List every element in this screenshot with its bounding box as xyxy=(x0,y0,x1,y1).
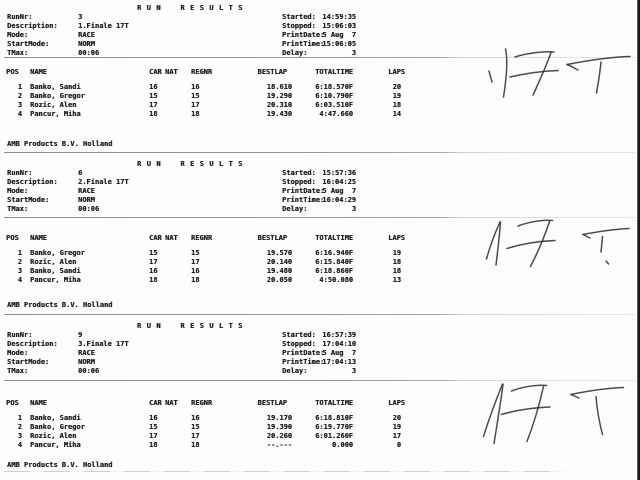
info-value: 16:04:29 xyxy=(322,196,356,204)
cell-pos: 3 xyxy=(17,267,22,275)
info-value: 17:04:13 xyxy=(322,358,356,366)
cell-bestlap: 20.310 xyxy=(266,101,292,109)
info-label: Description: xyxy=(7,340,58,348)
column-header-bestlap: BESTLAP xyxy=(257,399,287,407)
brand-footer: AMB Products B.V. Holland xyxy=(7,301,113,309)
info-label: StartMode: xyxy=(7,358,50,366)
info-line xyxy=(282,367,356,376)
run-results-section xyxy=(0,320,640,478)
cell-nat xyxy=(165,258,191,267)
column-header-pos: POS xyxy=(6,68,19,76)
column-header-name: NAME xyxy=(30,234,47,242)
info-label: RunNr: xyxy=(7,169,33,177)
cell-regnr: 16 xyxy=(191,414,200,422)
info-value: 00:06 xyxy=(78,49,100,57)
cell-totaltime: 6:15.840F xyxy=(315,258,353,266)
cell-totaltime: 6:03.510F xyxy=(315,101,353,109)
column-header-nat: NAT xyxy=(165,399,178,407)
cell-bestlap: 20.050 xyxy=(266,276,292,284)
column-header-pos: POS xyxy=(6,234,19,242)
cell-bestlap: --.--- xyxy=(266,441,292,449)
cell-nat xyxy=(165,276,191,285)
cell-name: Banko, Gregor xyxy=(30,423,85,431)
result-row xyxy=(6,432,405,441)
results-table xyxy=(6,68,405,119)
results-table xyxy=(6,399,405,450)
cell-laps: 19 xyxy=(392,92,401,100)
cell-regnr: 18 xyxy=(191,110,200,118)
result-row xyxy=(6,110,405,119)
cell-pos: 2 xyxy=(17,92,22,100)
cell-bestlap: 19.430 xyxy=(266,110,292,118)
run-results-section xyxy=(0,2,640,160)
cell-bestlap: 20.260 xyxy=(266,432,292,440)
cell-name: Pancur, Miha xyxy=(30,441,81,449)
info-value: 15:57:36 xyxy=(322,169,356,177)
cell-name: Banko, Gregor xyxy=(30,92,85,100)
info-line xyxy=(282,22,356,31)
cell-bestlap: 19.570 xyxy=(266,249,292,257)
cell-totaltime: 6:16.940F xyxy=(315,249,353,257)
info-line xyxy=(282,13,356,22)
cell-nat xyxy=(165,441,191,450)
cell-laps: 18 xyxy=(392,101,401,109)
result-row xyxy=(6,243,405,258)
cell-car: 16 xyxy=(149,414,158,422)
info-value: 16:57:39 xyxy=(322,331,356,339)
info-value: 9 xyxy=(78,331,83,339)
cell-car: 15 xyxy=(149,423,158,431)
info-value: 3.Finale 17T xyxy=(78,340,129,348)
info-label: TMax: xyxy=(7,367,29,375)
cell-regnr: 16 xyxy=(191,267,200,275)
cell-totaltime: 6:18.810F xyxy=(315,414,353,422)
cell-nat xyxy=(165,423,191,432)
cell-bestlap: 18.610 xyxy=(266,83,292,91)
cell-totaltime: 6:01.260F xyxy=(315,432,353,440)
cell-laps: 19 xyxy=(392,423,401,431)
info-line xyxy=(7,367,129,376)
column-header-pos: POS xyxy=(6,399,19,407)
cell-laps: 14 xyxy=(392,110,401,118)
column-header-laps: LAPS xyxy=(388,399,405,407)
info-label: PrintTime: xyxy=(282,358,325,366)
print-info-block xyxy=(282,13,356,58)
cell-nat xyxy=(165,243,191,258)
column-header-totaltime: TOTALTIME xyxy=(315,68,353,76)
info-value: 5 Aug 7 xyxy=(322,349,356,357)
info-label: StartMode: xyxy=(7,196,50,204)
cell-regnr: 17 xyxy=(191,101,200,109)
info-value: 3 xyxy=(78,13,83,21)
cell-pos: 4 xyxy=(17,276,22,284)
section-divider xyxy=(4,380,636,381)
info-label: PrintDate: xyxy=(282,31,325,39)
column-header-bestlap: BESTLAP xyxy=(257,68,287,76)
cell-pos: 3 xyxy=(17,432,22,440)
info-line xyxy=(7,205,129,214)
info-value: 16:04:25 xyxy=(322,178,356,186)
info-label: Description: xyxy=(7,178,58,186)
run-info-block xyxy=(7,13,129,58)
column-header-regnr: REGNR xyxy=(191,68,213,76)
info-line xyxy=(7,187,129,196)
cell-totaltime: 6:10.790F xyxy=(315,92,353,100)
cell-pos: 2 xyxy=(17,423,22,431)
results-table-body xyxy=(6,243,405,285)
info-label: Stopped: xyxy=(282,340,316,348)
cell-nat xyxy=(165,267,191,276)
column-header-regnr: REGNR xyxy=(191,399,213,407)
cell-laps: 20 xyxy=(392,83,401,91)
column-header-totaltime: TOTALTIME xyxy=(315,399,353,407)
result-row xyxy=(6,423,405,432)
info-label: Delay: xyxy=(282,205,308,213)
column-header-car: CAR xyxy=(149,234,162,242)
cell-car: 18 xyxy=(149,276,158,284)
info-line xyxy=(7,349,129,358)
info-value: 15:06:03 xyxy=(322,22,356,30)
cell-regnr: 18 xyxy=(191,441,200,449)
info-label: PrintDate: xyxy=(282,349,325,357)
cell-nat xyxy=(165,77,191,92)
info-label: Mode: xyxy=(7,31,29,39)
results-table-body xyxy=(6,408,405,450)
info-value: NORM xyxy=(78,40,95,48)
column-header-nat: NAT xyxy=(165,234,178,242)
info-label: Mode: xyxy=(7,187,29,195)
info-line xyxy=(282,178,356,187)
info-label: RunNr: xyxy=(7,13,33,21)
cell-pos: 2 xyxy=(17,258,22,266)
info-value: 1.Finale 17T xyxy=(78,22,129,30)
cell-regnr: 15 xyxy=(191,92,200,100)
cell-car: 16 xyxy=(149,267,158,275)
cell-laps: 18 xyxy=(392,258,401,266)
info-value: RACE xyxy=(78,187,95,195)
column-header-name: NAME xyxy=(30,68,47,76)
cell-pos: 1 xyxy=(17,414,22,422)
info-value: 5 Aug 7 xyxy=(322,31,356,39)
section-divider xyxy=(4,57,636,58)
cell-regnr: 15 xyxy=(191,249,200,257)
cell-bestlap: 19.480 xyxy=(266,267,292,275)
column-header-regnr: REGNR xyxy=(191,234,213,242)
info-line xyxy=(282,331,356,340)
info-label: Started: xyxy=(282,331,316,339)
column-header-laps: LAPS xyxy=(388,68,405,76)
cell-nat xyxy=(165,110,191,119)
cell-name: Pancur, Miha xyxy=(30,276,81,284)
cell-car: 16 xyxy=(149,83,158,91)
column-header-bestlap: BESTLAP xyxy=(257,234,287,242)
result-row xyxy=(6,258,405,267)
results-table-header xyxy=(6,234,405,243)
result-row xyxy=(6,276,405,285)
cell-totaltime: 4:47.660 xyxy=(319,110,353,118)
cell-car: 18 xyxy=(149,110,158,118)
cell-totaltime: 6:18.860F xyxy=(315,267,353,275)
cell-nat xyxy=(165,92,191,101)
cell-laps: 20 xyxy=(392,414,401,422)
info-line xyxy=(7,22,129,31)
info-line xyxy=(282,358,356,367)
cell-laps: 19 xyxy=(392,249,401,257)
info-label: Stopped: xyxy=(282,178,316,186)
result-row xyxy=(6,441,405,450)
column-header-totaltime: TOTALTIME xyxy=(315,234,353,242)
cell-bestlap: 19.290 xyxy=(266,92,292,100)
results-table-header xyxy=(6,68,405,77)
info-line xyxy=(282,340,356,349)
result-row xyxy=(6,267,405,276)
column-header-car: CAR xyxy=(149,68,162,76)
info-value: 17:04:10 xyxy=(322,340,356,348)
cell-car: 17 xyxy=(149,432,158,440)
info-value: 15:06:05 xyxy=(322,40,356,48)
info-label: TMax: xyxy=(7,49,29,57)
run-results-section xyxy=(0,158,640,316)
cell-pos: 3 xyxy=(17,101,22,109)
cell-name: Rozic, Alen xyxy=(30,432,77,440)
cell-laps: 17 xyxy=(392,432,401,440)
info-line xyxy=(7,196,129,205)
cell-name: Rozic, Alen xyxy=(30,258,77,266)
results-table-body xyxy=(6,77,405,119)
info-value: 5 Aug 7 xyxy=(322,187,356,195)
section-title: R U N R E S U L T S xyxy=(137,4,243,12)
column-header-name: NAME xyxy=(30,399,47,407)
info-value: NORM xyxy=(78,358,95,366)
brand-footer: AMB Products B.V. Holland xyxy=(7,461,113,469)
header-row xyxy=(6,68,405,77)
cell-name: Banko, Sandi xyxy=(30,414,81,422)
info-value: 14:59:35 xyxy=(322,13,356,21)
cell-bestlap: 20.140 xyxy=(266,258,292,266)
info-value: RACE xyxy=(78,31,95,39)
cell-name: Banko, Gregor xyxy=(30,249,85,257)
info-label: TMax: xyxy=(7,205,29,213)
info-value: 00:06 xyxy=(78,205,100,213)
info-line xyxy=(7,331,129,340)
cell-totaltime: 0.000 xyxy=(331,441,353,449)
cell-laps: 13 xyxy=(392,276,401,284)
info-line xyxy=(282,169,356,178)
cell-totaltime: 4:50.080 xyxy=(319,276,353,284)
section-divider xyxy=(4,471,564,472)
cell-laps: 0 xyxy=(396,441,401,449)
cell-regnr: 16 xyxy=(191,83,200,91)
info-label: PrintTime: xyxy=(282,40,325,48)
info-label: RunNr: xyxy=(7,331,33,339)
section-divider xyxy=(4,152,636,153)
run-info-block xyxy=(7,169,129,214)
cell-bestlap: 19.170 xyxy=(266,414,292,422)
info-value: 00:06 xyxy=(78,367,100,375)
run-info-block xyxy=(7,331,129,376)
info-line xyxy=(282,349,356,358)
cell-nat xyxy=(165,432,191,441)
info-line xyxy=(7,40,129,49)
results-table xyxy=(6,234,405,285)
info-label: PrintTime: xyxy=(282,196,325,204)
section-divider xyxy=(4,314,636,315)
info-label: Delay: xyxy=(282,49,308,57)
info-value: 3 xyxy=(351,367,356,375)
cell-totaltime: 6:19.770F xyxy=(315,423,353,431)
info-value: RACE xyxy=(78,349,95,357)
info-line xyxy=(7,358,129,367)
column-header-car: CAR xyxy=(149,399,162,407)
info-line xyxy=(282,196,356,205)
cell-regnr: 17 xyxy=(191,258,200,266)
column-header-laps: LAPS xyxy=(388,234,405,242)
info-value: NORM xyxy=(78,196,95,204)
cell-regnr: 17 xyxy=(191,432,200,440)
cell-car: 18 xyxy=(149,441,158,449)
cell-name: Rozic, Alen xyxy=(30,101,77,109)
cell-regnr: 15 xyxy=(191,423,200,431)
info-value: 6 xyxy=(78,169,83,177)
cell-car: 15 xyxy=(149,249,158,257)
section-title: R U N R E S U L T S xyxy=(137,160,243,168)
cell-totaltime: 6:18.570F xyxy=(315,83,353,91)
print-info-block xyxy=(282,169,356,214)
info-label: PrintDate: xyxy=(282,187,325,195)
result-row xyxy=(6,101,405,110)
cell-car: 17 xyxy=(149,101,158,109)
info-label: Delay: xyxy=(282,367,308,375)
info-line xyxy=(282,205,356,214)
cell-car: 15 xyxy=(149,92,158,100)
section-divider xyxy=(4,217,636,218)
info-line xyxy=(282,31,356,40)
info-label: Mode: xyxy=(7,349,29,357)
cell-nat xyxy=(165,101,191,110)
cell-pos: 1 xyxy=(17,249,22,257)
result-row xyxy=(6,77,405,92)
info-line xyxy=(7,178,129,187)
section-title: R U N R E S U L T S xyxy=(137,322,243,330)
info-label: StartMode: xyxy=(7,40,50,48)
cell-pos: 1 xyxy=(17,83,22,91)
header-row xyxy=(6,234,405,243)
info-line xyxy=(282,187,356,196)
info-line xyxy=(7,13,129,22)
cell-laps: 18 xyxy=(392,267,401,275)
info-label: Started: xyxy=(282,169,316,177)
cell-name: Pancur, Miha xyxy=(30,110,81,118)
info-value: 3 xyxy=(351,205,356,213)
header-row xyxy=(6,399,405,408)
info-label: Description: xyxy=(7,22,58,30)
info-line xyxy=(7,31,129,40)
info-label: Stopped: xyxy=(282,22,316,30)
brand-footer: AMB Products B.V. Holland xyxy=(7,140,113,148)
info-line xyxy=(7,169,129,178)
cell-pos: 4 xyxy=(17,110,22,118)
cell-car: 17 xyxy=(149,258,158,266)
info-label: Started: xyxy=(282,13,316,21)
cell-nat xyxy=(165,408,191,423)
column-header-nat: NAT xyxy=(165,68,178,76)
cell-bestlap: 19.390 xyxy=(266,423,292,431)
cell-pos: 4 xyxy=(17,441,22,449)
cell-name: Banko, Sandi xyxy=(30,83,81,91)
result-row xyxy=(6,408,405,423)
print-info-block xyxy=(282,331,356,376)
info-line xyxy=(7,340,129,349)
info-line xyxy=(282,40,356,49)
cell-regnr: 18 xyxy=(191,276,200,284)
info-value: 3 xyxy=(351,49,356,57)
cell-name: Banko, Sandi xyxy=(30,267,81,275)
result-row xyxy=(6,92,405,101)
info-value: 2.Finale 17T xyxy=(78,178,129,186)
results-table-header xyxy=(6,399,405,408)
